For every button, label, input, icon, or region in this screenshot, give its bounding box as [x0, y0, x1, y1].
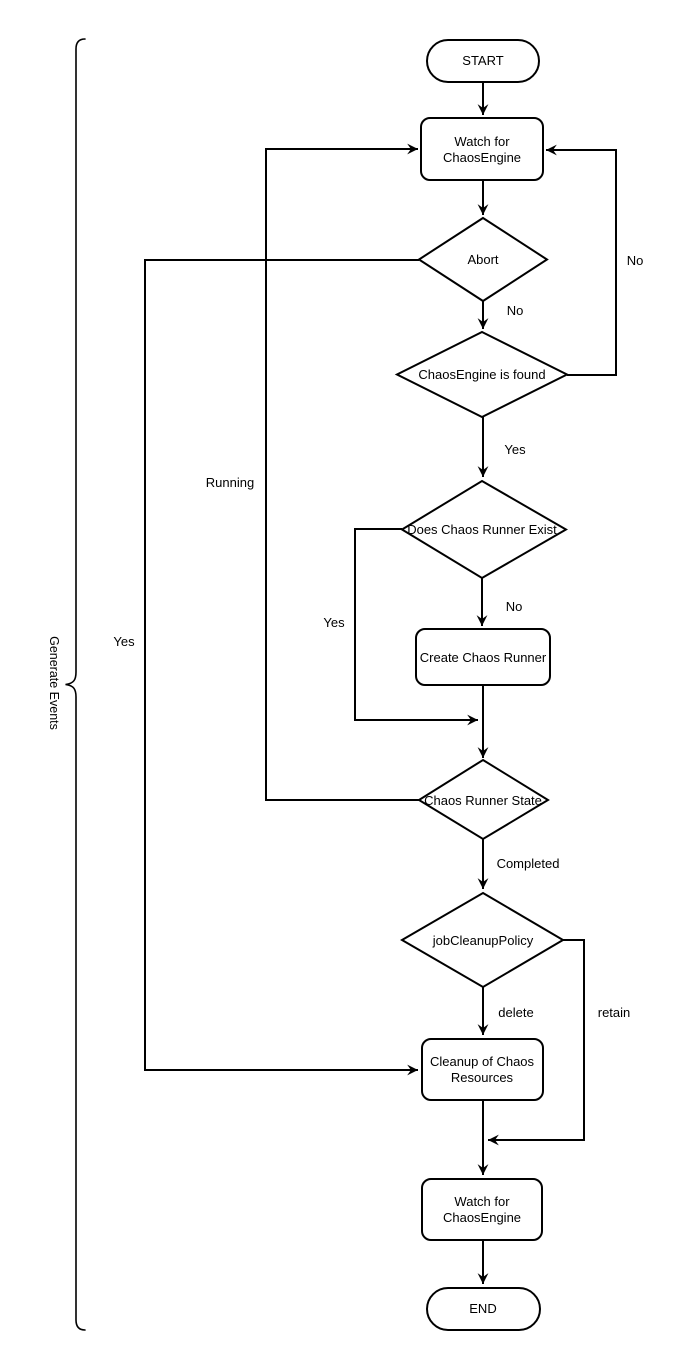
watch-top-label-line2: ChaosEngine [442, 150, 522, 165]
node-start [427, 40, 539, 82]
watch-bottom-label-line2: ChaosEngine [442, 1210, 522, 1225]
generate-events-label: Generate Events [47, 636, 61, 730]
label-abort-no: No [506, 303, 524, 318]
end-label: END [469, 1301, 497, 1316]
create-runner-label: Create Chaos Runner [419, 650, 547, 665]
node-end [427, 1288, 540, 1330]
engine-found-label: ChaosEngine is found [418, 367, 546, 382]
edge-abort-yes-loop-to-cleanup [145, 260, 419, 1070]
label-exist-no: No [505, 599, 523, 614]
watch-top-shape [421, 118, 543, 180]
label-found-loop-no: No [626, 253, 644, 268]
start-label: START [462, 53, 504, 68]
label-found-yes: Yes [504, 442, 526, 457]
label-state-running: Running [205, 475, 255, 490]
node-watch-chaosengine-bottom [422, 1179, 542, 1240]
edge-labels [113, 253, 643, 1020]
label-policy-retain: retain [597, 1005, 631, 1020]
label-exist-yes: Yes [323, 615, 345, 630]
label-policy-delete: delete [498, 1005, 534, 1020]
abort-label: Abort [467, 252, 499, 267]
node-cleanup-resources [422, 1039, 543, 1100]
node-runner-state-decision [419, 760, 548, 839]
edge-found-no-loop-to-watch [546, 150, 616, 375]
cleanup-resources-label-line1: Cleanup of Chaos [429, 1054, 535, 1069]
node-cleanup-policy-decision [402, 893, 563, 987]
node-runner-exist-decision [402, 481, 566, 578]
edge-state-running-loop-to-watch [266, 149, 419, 800]
label-abort-yes: Yes [113, 634, 135, 649]
generate-events-bracket [47, 39, 85, 1330]
watch-top-label-line1: Watch for [454, 134, 510, 149]
node-abort-decision [419, 218, 547, 301]
runner-exist-label: Does Chaos Runner Exist [407, 522, 557, 537]
node-create-chaos-runner [416, 629, 550, 685]
node-watch-chaosengine-top [421, 118, 543, 180]
curly-brace [66, 39, 86, 1330]
watch-bottom-label-line1: Watch for [454, 1194, 510, 1209]
cleanup-resources-label-line2: Resources [450, 1070, 514, 1085]
cleanup-policy-label: jobCleanupPolicy [432, 933, 534, 948]
label-state-completed: Completed [496, 856, 560, 871]
node-chaosengine-found-decision [397, 332, 567, 417]
runner-state-label: Chaos Runner State [424, 793, 542, 808]
